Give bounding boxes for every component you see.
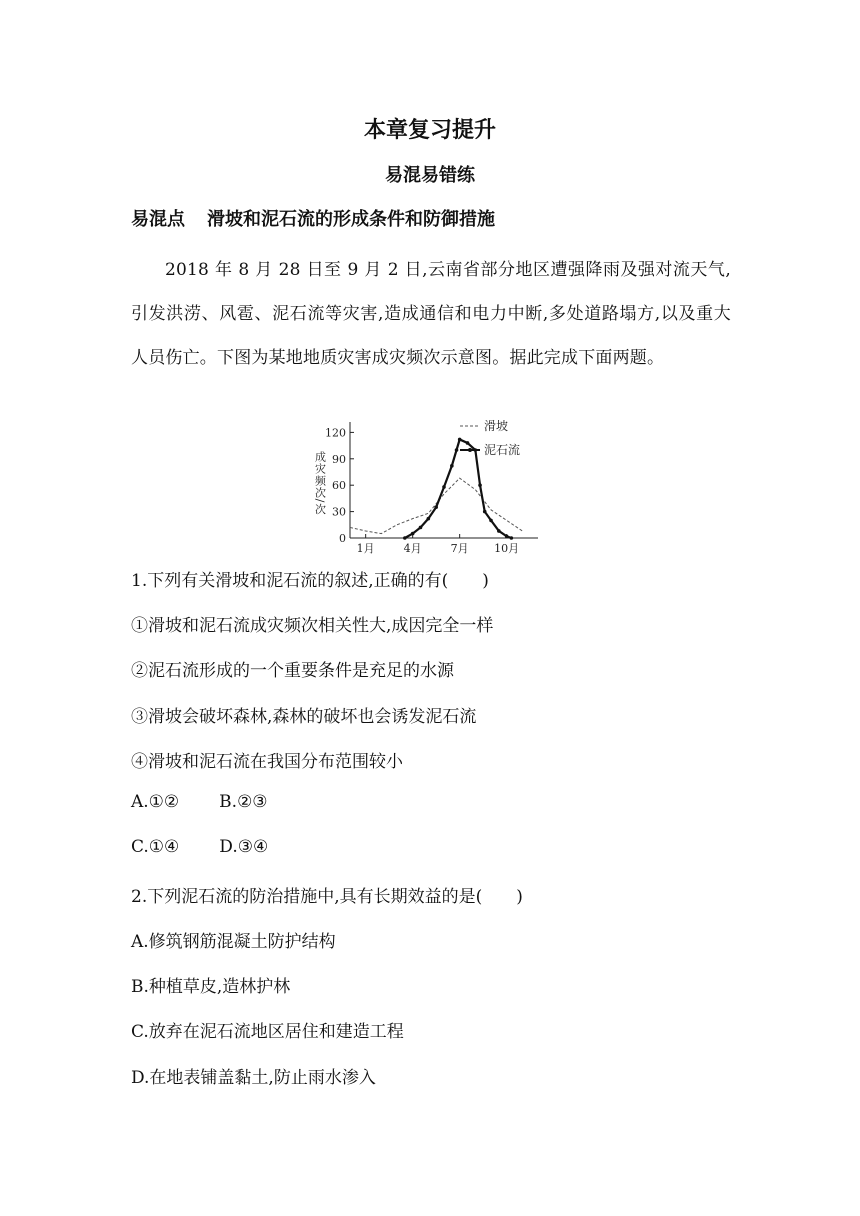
question-1-statement-4: ④滑坡和泥石流在我国分布范围较小 xyxy=(131,752,403,772)
x-tick-label: 1月 xyxy=(356,542,375,555)
confusion-point-label: 易混点 xyxy=(131,209,185,230)
question-2-option-a[interactable]: A.修筑钢筋混凝土防护结构 xyxy=(131,932,336,952)
passage-text: 2018 年 8 月 28 日至 9 月 2 日,云南省部分地区遭强降雨及强对流天气,引发洪涝、风雹、泥石流等灾害,造成通信和电力中断,多处道路塌方,以及重大人员伤亡。下图为某地地质灾害成灾频次示意图。据此完成下面两题。 xyxy=(131,260,731,368)
legend-marker-debris-flow xyxy=(468,448,472,452)
series-point-debris-flow xyxy=(434,505,438,509)
x-tick-label: 4月 xyxy=(403,542,422,555)
series-point-debris-flow xyxy=(419,526,423,530)
question-1-options-row-1 xyxy=(131,792,268,812)
question-1-stem: 1.下列有关滑坡和泥石流的叙述,正确的有( ) xyxy=(131,571,489,591)
y-tick-label: 30 xyxy=(332,505,346,519)
series-point-debris-flow xyxy=(455,448,459,452)
series-point-debris-flow xyxy=(483,510,487,514)
question-1-option-c[interactable]: C.①④ xyxy=(131,837,180,857)
series-point-debris-flow xyxy=(497,529,501,533)
question-1-option-b[interactable]: B.②③ xyxy=(219,792,268,812)
series-point-debris-flow xyxy=(403,536,407,540)
chapter-title: 本章复习提升 xyxy=(363,118,496,143)
confusion-point-topic: 滑坡和泥石流的形成条件和防御措施 xyxy=(207,209,495,230)
y-tick-label: 90 xyxy=(332,452,346,466)
series-point-debris-flow xyxy=(478,483,482,487)
question-1-options-row-2 xyxy=(131,837,268,857)
series-point-debris-flow xyxy=(510,536,514,540)
legend-label-landslide: 滑坡 xyxy=(484,419,509,433)
series-point-debris-flow xyxy=(442,485,446,489)
series-point-debris-flow xyxy=(489,519,493,523)
question-2-option-b[interactable]: B.种植草皮,造林护林 xyxy=(131,977,291,997)
y-tick-label: 60 xyxy=(332,479,346,493)
confusion-point-heading xyxy=(131,205,495,231)
question-1-statement-3: ③滑坡会破坏森林,森林的破坏也会诱发泥石流 xyxy=(131,707,477,727)
section-subtitle: 易混易错练 xyxy=(385,165,475,186)
question-2-option-d[interactable]: D.在地表铺盖黏土,防止雨水渗入 xyxy=(131,1068,376,1088)
series-point-debris-flow xyxy=(450,464,454,468)
question-1-option-d[interactable]: D.③④ xyxy=(219,837,269,857)
series-point-debris-flow xyxy=(466,441,470,445)
series-point-debris-flow xyxy=(458,438,462,442)
question-2-option-c[interactable]: C.放弃在泥石流地区居住和建造工程 xyxy=(131,1022,404,1042)
question-1-statement-2: ②泥石流形成的一个重要条件是充足的水源 xyxy=(131,661,454,681)
series-point-debris-flow xyxy=(505,534,509,538)
question-1-option-a[interactable]: A.①② xyxy=(131,792,180,812)
disaster-frequency-chart xyxy=(300,410,570,560)
y-tick-label: 0 xyxy=(339,532,346,545)
question-2-stem: 2.下列泥石流的防治措施中,具有长期效益的是( ) xyxy=(131,887,523,907)
x-tick-label: 10月 xyxy=(494,542,520,555)
y-tick-label: 120 xyxy=(325,426,346,440)
question-1-statement-1: ①滑坡和泥石流成灾频次相关性大,成因完全一样 xyxy=(131,616,494,636)
x-tick-label: 7月 xyxy=(450,542,469,555)
series-point-debris-flow xyxy=(411,532,415,536)
y-axis-label: 成灾频次/次 xyxy=(313,450,327,516)
legend-label-debris-flow: 泥石流 xyxy=(484,443,521,457)
series-point-debris-flow xyxy=(427,517,431,521)
